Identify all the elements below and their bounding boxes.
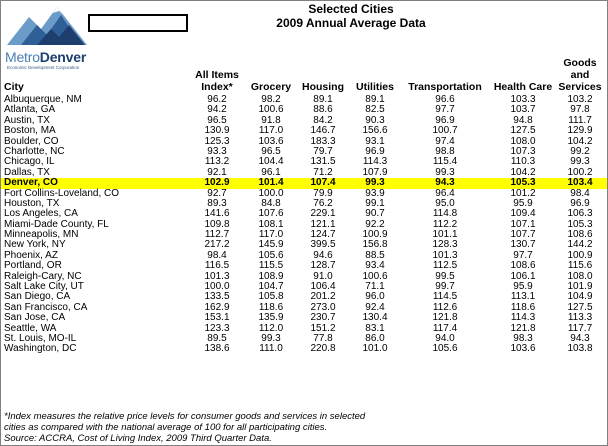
- metro-denver-logo: [3, 3, 99, 73]
- value-cell[interactable]: 108.6: [510, 260, 536, 272]
- value-cell[interactable]: 92.7: [207, 187, 227, 199]
- value-cell[interactable]: 117.0: [258, 125, 284, 137]
- city-cell[interactable]: Salt Lake City, UT: [4, 281, 84, 293]
- table-row[interactable]: [1, 126, 607, 136]
- value-cell[interactable]: 111.7: [568, 114, 592, 126]
- value-cell[interactable]: 115.6: [567, 260, 593, 272]
- value-cell[interactable]: 124.7: [310, 229, 336, 241]
- value-cell[interactable]: 129.9: [567, 125, 593, 137]
- value-cell[interactable]: 112.7: [204, 229, 230, 241]
- value-cell[interactable]: 105.8: [258, 291, 284, 303]
- value-cell[interactable]: 100.2: [567, 166, 593, 178]
- logo-wordmark: [5, 50, 86, 64]
- value-cell[interactable]: 104.7: [258, 281, 284, 293]
- value-cell[interactable]: 92.1: [207, 166, 227, 178]
- value-cell[interactable]: 97.7: [513, 249, 533, 261]
- footnotes: [4, 411, 604, 444]
- value-cell[interactable]: 130.9: [204, 125, 230, 137]
- value-cell[interactable]: 114.3: [362, 156, 388, 168]
- value-cell[interactable]: 113.3: [567, 312, 593, 324]
- value-cell[interactable]: 101.2: [510, 187, 536, 199]
- value-cell[interactable]: 96.2: [207, 94, 227, 105]
- value-cell[interactable]: 99.5: [435, 270, 455, 282]
- value-cell[interactable]: 95.0: [435, 197, 455, 209]
- value-cell[interactable]: 135.9: [258, 312, 284, 324]
- city-cell[interactable]: San Francisco, CA: [4, 301, 88, 313]
- logo-denver-text: Denver: [39, 49, 87, 65]
- city-cell[interactable]: Boston, MA: [4, 125, 56, 137]
- value-cell[interactable]: 90.3: [365, 114, 385, 126]
- value-cell[interactable]: 104.2: [510, 166, 536, 178]
- footnote-index-line2: cities as compared with the national average of 100 for all participating cities.: [4, 422, 328, 433]
- value-cell[interactable]: 96.9: [365, 145, 385, 157]
- header-goods-services: [554, 57, 606, 93]
- value-cell[interactable]: 99.7: [435, 281, 455, 293]
- value-cell[interactable]: 96.9: [570, 197, 590, 209]
- value-cell[interactable]: 114.5: [432, 291, 458, 303]
- value-cell[interactable]: 99.1: [365, 197, 385, 209]
- value-cell[interactable]: 99.3: [435, 166, 455, 178]
- value-cell[interactable]: 103.7: [510, 104, 536, 116]
- value-cell[interactable]: 100.9: [567, 249, 593, 261]
- value-cell[interactable]: 144.2: [567, 239, 593, 251]
- value-cell[interactable]: 84.8: [261, 197, 281, 209]
- value-cell[interactable]: 101.4: [258, 177, 284, 189]
- value-cell[interactable]: 104.4: [258, 156, 284, 168]
- city-cell[interactable]: Washington, DC: [4, 343, 77, 355]
- value-cell[interactable]: 93.1: [365, 135, 385, 147]
- value-cell[interactable]: 153.1: [204, 312, 230, 324]
- value-cell[interactable]: 107.4: [310, 177, 336, 189]
- value-cell[interactable]: 94.2: [207, 104, 227, 116]
- value-cell[interactable]: 99.2: [570, 145, 590, 157]
- value-cell[interactable]: 111.0: [259, 343, 283, 355]
- value-cell[interactable]: 151.2: [310, 322, 336, 334]
- header-health-care: Health Care: [493, 81, 553, 93]
- value-cell[interactable]: 88.6: [313, 104, 333, 116]
- value-cell[interactable]: 94.0: [435, 332, 455, 344]
- value-cell[interactable]: 113.1: [510, 291, 536, 303]
- value-cell[interactable]: 125.3: [204, 135, 230, 147]
- value-cell[interactable]: 89.1: [365, 94, 385, 105]
- value-cell[interactable]: 94.6: [313, 249, 333, 261]
- value-cell[interactable]: 116.5: [204, 260, 230, 272]
- value-cell[interactable]: 121.8: [510, 322, 536, 334]
- header-housing: Housing: [302, 81, 344, 93]
- value-cell[interactable]: 88.5: [365, 249, 385, 261]
- value-cell[interactable]: 131.5: [310, 156, 336, 168]
- value-cell[interactable]: 98.8: [435, 145, 455, 157]
- value-cell[interactable]: 162.9: [204, 301, 230, 313]
- value-cell[interactable]: 92.4: [365, 301, 385, 313]
- value-cell[interactable]: 89.3: [207, 197, 227, 209]
- city-cell[interactable]: Denver, CO: [4, 177, 58, 189]
- value-cell[interactable]: 90.7: [365, 208, 385, 220]
- header-city: City: [4, 81, 24, 93]
- city-cell[interactable]: Minneapolis, MN: [4, 229, 79, 241]
- value-cell[interactable]: 130.7: [510, 239, 536, 251]
- value-cell[interactable]: 130.4: [362, 312, 388, 324]
- value-cell[interactable]: 123.3: [204, 322, 230, 334]
- value-cell[interactable]: 133.5: [204, 291, 230, 303]
- value-cell[interactable]: 183.3: [310, 135, 336, 147]
- value-cell[interactable]: 101.1: [432, 229, 458, 241]
- sheet-title: Selected Cities: [308, 2, 394, 16]
- value-cell[interactable]: 104.9: [567, 291, 593, 303]
- city-cell[interactable]: Chicago, IL: [4, 156, 55, 168]
- city-cell[interactable]: San Jose, CA: [4, 312, 66, 324]
- value-cell[interactable]: 220.8: [310, 343, 336, 355]
- value-cell[interactable]: 108.0: [567, 270, 593, 282]
- footnote-source: Source: ACCRA, Cost of Living Index, 2009 Third Quarter Data.: [4, 433, 272, 444]
- value-cell[interactable]: 100.6: [258, 104, 284, 116]
- value-cell[interactable]: 97.4: [435, 135, 455, 147]
- value-cell[interactable]: 101.3: [204, 270, 230, 282]
- value-cell[interactable]: 99.3: [570, 156, 590, 168]
- sheet-subtitle: 2009 Annual Average Data: [276, 16, 426, 30]
- value-cell[interactable]: 98.4: [570, 187, 590, 199]
- value-cell[interactable]: 107.1: [510, 218, 536, 230]
- value-cell[interactable]: 93.4: [365, 260, 385, 272]
- value-cell[interactable]: 108.1: [258, 218, 284, 230]
- value-cell[interactable]: 100.0: [204, 281, 230, 293]
- logo-metro-text: Metro: [5, 49, 40, 65]
- value-cell[interactable]: 98.3: [513, 332, 533, 344]
- value-cell[interactable]: 273.0: [310, 301, 336, 313]
- city-cell[interactable]: New York, NY: [4, 239, 66, 251]
- value-cell[interactable]: 145.9: [258, 239, 284, 251]
- value-cell[interactable]: 100.6: [362, 270, 388, 282]
- city-cell[interactable]: St. Louis, MO-IL: [4, 332, 77, 344]
- value-cell[interactable]: 86.0: [365, 332, 385, 344]
- value-cell[interactable]: 101.9: [567, 281, 593, 293]
- header-utilities: Utilities: [356, 81, 394, 93]
- value-cell[interactable]: 102.9: [204, 177, 230, 189]
- value-cell[interactable]: 117.7: [567, 322, 593, 334]
- table-row[interactable]: [1, 178, 607, 188]
- value-cell[interactable]: 96.6: [435, 94, 455, 105]
- value-cell[interactable]: 103.8: [567, 343, 593, 355]
- value-cell[interactable]: 91.0: [313, 270, 333, 282]
- value-cell[interactable]: 201.2: [310, 291, 336, 303]
- value-cell[interactable]: 96.5: [207, 114, 227, 126]
- city-cell[interactable]: Austin, TX: [4, 114, 50, 126]
- value-cell[interactable]: 89.1: [313, 94, 333, 105]
- value-cell[interactable]: 118.6: [510, 301, 536, 313]
- value-cell[interactable]: 95.9: [513, 197, 533, 209]
- value-cell[interactable]: 98.4: [207, 249, 227, 261]
- value-cell[interactable]: 127.5: [510, 125, 536, 137]
- table-body: [1, 95, 607, 355]
- value-cell[interactable]: 141.6: [204, 208, 230, 220]
- city-cell[interactable]: Boulder, CO: [4, 135, 59, 147]
- city-cell[interactable]: Miami-Dade County, FL: [4, 218, 109, 230]
- value-cell[interactable]: 104.2: [567, 135, 593, 147]
- header-all-items-line2: Index*: [201, 81, 233, 93]
- value-cell[interactable]: 103.3: [510, 94, 536, 105]
- value-cell[interactable]: 112.0: [258, 322, 284, 334]
- value-cell[interactable]: 128.3: [432, 239, 458, 251]
- value-cell[interactable]: 107.6: [258, 208, 284, 220]
- city-cell[interactable]: Los Angeles, CA: [4, 208, 78, 220]
- value-cell[interactable]: 109.8: [204, 218, 230, 230]
- value-cell[interactable]: 71.2: [313, 166, 333, 178]
- value-cell[interactable]: 94.3: [435, 177, 455, 189]
- value-cell[interactable]: 121.8: [432, 312, 458, 324]
- city-cell[interactable]: Portland, OR: [4, 260, 62, 272]
- value-cell[interactable]: 121.1: [310, 218, 336, 230]
- value-cell[interactable]: 399.5: [310, 239, 336, 251]
- city-cell[interactable]: Dallas, TX: [4, 166, 50, 178]
- footnote-index-line1: *Index measures the relative price levels for consumer goods and services in selected: [4, 411, 366, 422]
- value-cell[interactable]: 97.8: [570, 104, 590, 116]
- value-cell[interactable]: 217.2: [204, 239, 230, 251]
- value-cell[interactable]: 110.3: [510, 156, 536, 168]
- value-cell[interactable]: 105.6: [258, 249, 284, 261]
- value-cell[interactable]: 128.7: [310, 260, 336, 272]
- value-cell[interactable]: 103.4: [567, 177, 593, 189]
- value-cell[interactable]: 108.9: [258, 270, 284, 282]
- value-cell[interactable]: 156.6: [362, 125, 388, 137]
- value-cell[interactable]: 101.3: [432, 249, 458, 261]
- value-cell[interactable]: 117.0: [258, 229, 284, 241]
- value-cell[interactable]: 109.4: [510, 208, 536, 220]
- value-cell[interactable]: 100.9: [362, 229, 388, 241]
- value-cell[interactable]: 93.3: [207, 145, 227, 157]
- city-cell[interactable]: Fort Collins-Loveland, CO: [4, 187, 120, 199]
- value-cell[interactable]: 127.5: [567, 301, 593, 313]
- value-cell[interactable]: 112.6: [432, 301, 458, 313]
- city-cell[interactable]: Atlanta, GA: [4, 104, 56, 116]
- value-cell[interactable]: 103.6: [510, 343, 536, 355]
- value-cell[interactable]: 96.5: [261, 145, 281, 157]
- value-cell[interactable]: 96.4: [435, 187, 455, 199]
- value-cell[interactable]: 105.3: [567, 218, 593, 230]
- value-cell[interactable]: 98.2: [261, 94, 281, 105]
- value-cell[interactable]: 138.6: [204, 343, 230, 355]
- header-grocery: Grocery: [250, 81, 292, 93]
- value-cell[interactable]: 99.3: [261, 332, 281, 344]
- city-cell[interactable]: Houston, TX: [4, 197, 60, 209]
- value-cell[interactable]: 107.3: [510, 145, 536, 157]
- city-cell[interactable]: Charlotte, NC: [4, 145, 65, 157]
- value-cell[interactable]: 106.4: [310, 281, 336, 293]
- value-cell[interactable]: 76.2: [313, 197, 333, 209]
- value-cell[interactable]: 107.7: [510, 229, 536, 241]
- value-cell[interactable]: 89.5: [207, 332, 227, 344]
- value-cell[interactable]: 96.0: [365, 291, 385, 303]
- value-cell[interactable]: 108.6: [567, 229, 593, 241]
- value-cell[interactable]: 107.9: [362, 166, 388, 178]
- value-cell[interactable]: 94.8: [513, 114, 533, 126]
- value-cell[interactable]: 229.1: [310, 208, 336, 220]
- value-cell[interactable]: 108.0: [510, 135, 536, 147]
- logo-tagline: Economic Development Corporation: [7, 65, 80, 70]
- value-cell[interactable]: 106.1: [510, 270, 536, 282]
- city-cell[interactable]: Seattle, WA: [4, 322, 57, 334]
- value-cell[interactable]: 105.6: [432, 343, 458, 355]
- value-cell[interactable]: 105.3: [510, 177, 536, 189]
- value-cell[interactable]: 114.8: [432, 208, 458, 220]
- header-all-items: [191, 69, 243, 93]
- city-cell[interactable]: Albuquerque, NM: [4, 94, 82, 105]
- value-cell[interactable]: 118.6: [258, 301, 284, 313]
- value-cell[interactable]: 115.4: [432, 156, 458, 168]
- value-cell[interactable]: 79.9: [313, 187, 333, 199]
- value-cell[interactable]: 103.6: [258, 135, 284, 147]
- value-cell[interactable]: 92.2: [365, 218, 385, 230]
- city-cell[interactable]: Raleigh-Cary, NC: [4, 270, 82, 282]
- header-goods-line2: Services: [558, 81, 602, 93]
- value-cell[interactable]: 83.1: [365, 322, 385, 334]
- value-cell[interactable]: 146.7: [310, 125, 336, 137]
- value-cell[interactable]: 82.5: [365, 104, 385, 116]
- mountain-logo-icon: [7, 3, 87, 45]
- value-cell[interactable]: 114.3: [510, 312, 536, 324]
- value-cell[interactable]: 84.2: [313, 114, 333, 126]
- value-cell[interactable]: 156.8: [362, 239, 388, 251]
- header-goods-line1: Goods and: [563, 57, 597, 81]
- value-cell[interactable]: 91.8: [261, 114, 281, 126]
- value-cell[interactable]: 113.2: [204, 156, 230, 168]
- table-row[interactable]: [1, 344, 607, 354]
- header-all-items-line1: All Items: [195, 69, 239, 81]
- value-cell[interactable]: 71.1: [365, 281, 385, 293]
- city-cell[interactable]: San Diego, CA: [4, 291, 71, 303]
- value-cell[interactable]: 117.4: [432, 322, 458, 334]
- value-cell[interactable]: 77.8: [313, 332, 333, 344]
- value-cell[interactable]: 96.1: [261, 166, 281, 178]
- header-transportation: Transportation: [408, 81, 482, 93]
- value-cell[interactable]: 100.7: [432, 125, 458, 137]
- value-cell[interactable]: 106.3: [567, 208, 593, 220]
- value-cell[interactable]: 99.3: [365, 177, 385, 189]
- value-cell[interactable]: 112.2: [432, 218, 458, 230]
- city-cell[interactable]: Phoenix, AZ: [4, 249, 58, 261]
- value-cell[interactable]: 230.7: [310, 312, 336, 324]
- value-cell[interactable]: 100.0: [258, 187, 284, 199]
- value-cell[interactable]: 79.7: [313, 145, 333, 157]
- value-cell[interactable]: 115.5: [258, 260, 284, 272]
- value-cell[interactable]: 101.0: [362, 343, 388, 355]
- value-cell[interactable]: 103.2: [567, 94, 593, 105]
- value-cell[interactable]: 95.9: [513, 281, 533, 293]
- value-cell[interactable]: 96.9: [435, 114, 455, 126]
- selected-cell-box[interactable]: [88, 14, 188, 32]
- value-cell[interactable]: 97.7: [435, 104, 455, 116]
- value-cell[interactable]: 112.5: [432, 260, 458, 272]
- value-cell[interactable]: 94.3: [570, 332, 590, 344]
- value-cell[interactable]: 93.9: [365, 187, 385, 199]
